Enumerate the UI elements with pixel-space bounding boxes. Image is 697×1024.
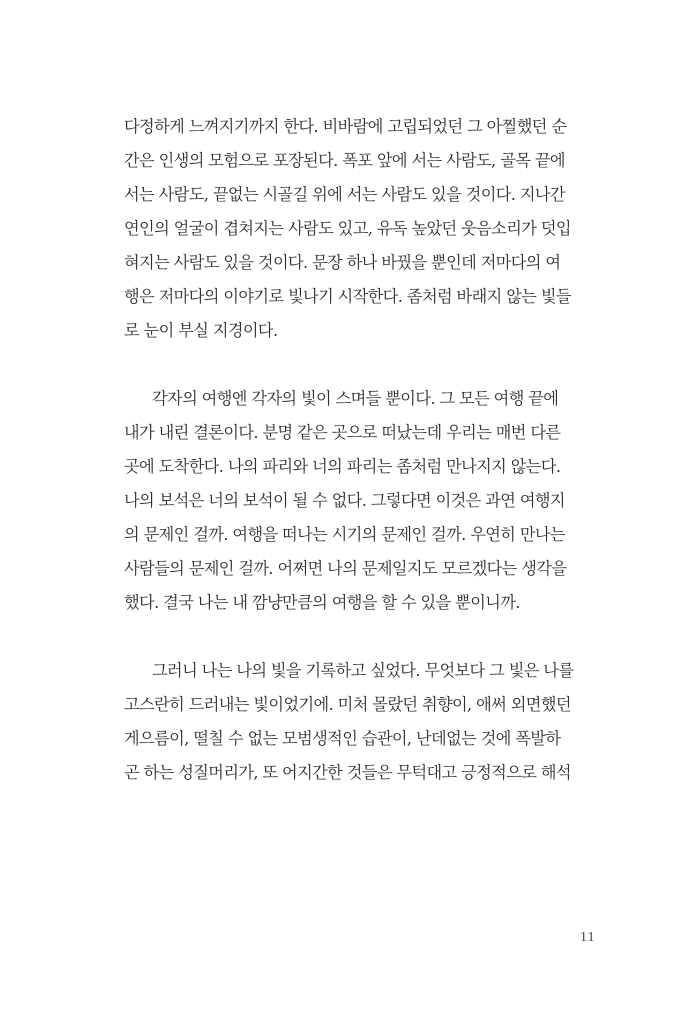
- text-line: 행은 저마다의 이야기로 빛나기 시작한다. 좀처럼 바래지 않는 빛들: [124, 287, 571, 306]
- paragraph-spacer: [124, 620, 600, 654]
- page-number: 11: [580, 930, 596, 945]
- text-line: 곳에 도착한다. 나의 파리와 너의 파리는 좀처럼 만나지지 않는다.: [124, 457, 561, 476]
- text-line: 연인의 얼굴이 겹쳐지는 사람도 있고, 유독 높았던 웃음소리가 덧입: [124, 219, 571, 238]
- text-line: 했다. 결국 나는 내 깜냥만큼의 여행을 할 수 있을 뿐이니까.: [124, 593, 520, 612]
- paragraph-2: [124, 382, 600, 620]
- text-line: 로 눈이 부실 지경이다.: [124, 321, 278, 340]
- text-line: 간은 인생의 모험으로 포장된다. 폭포 앞에 서는 사람도, 골목 끝에: [124, 151, 565, 170]
- text-line: 혀지는 사람도 있을 것이다. 문장 하나 바꿨을 뿐인데 저마다의 여: [124, 253, 561, 272]
- text-line: 게으름이, 떨칠 수 없는 모범생적인 습관이, 난데없는 것에 폭발하: [124, 729, 561, 748]
- paragraph-3: [124, 654, 600, 790]
- paragraph-spacer: [124, 348, 600, 382]
- text-line: 곤 하는 성질머리가, 또 어지간한 것들은 무턱대고 긍정적으로 해석: [124, 763, 571, 782]
- text-line: 서는 사람도, 끝없는 시골길 위에 서는 사람도 있을 것이다. 지나간: [124, 185, 565, 204]
- text-line: 의 문제인 걸까. 여행을 떠나는 시기의 문제인 걸까. 우연히 만나는: [124, 525, 565, 544]
- text-line: 다정하게 느껴지기까지 한다. 비바람에 고립되었던 그 아찔했던 순: [124, 117, 567, 136]
- text-line: 사람들의 문제인 걸까. 어쩌면 나의 문제일지도 모르겠다는 생각을: [124, 559, 567, 578]
- paragraph-1: [124, 110, 600, 348]
- text-line: 고스란히 드러내는 빛이었기에. 미처 몰랐던 취향이, 애써 외면했던: [124, 695, 571, 714]
- text-line-indented: 그러니 나는 나의 빛을 기록하고 싶었다. 무엇보다 그 빛은 나를: [152, 661, 574, 680]
- text-line: 나의 보석은 너의 보석이 될 수 없다. 그렇다면 이것은 과연 여행지: [124, 491, 565, 510]
- body-text: [124, 110, 600, 790]
- text-line-indented: 각자의 여행엔 각자의 빛이 스며들 뿐이다. 그 모든 여행 끝에: [152, 389, 559, 408]
- text-line: 내가 내린 결론이다. 분명 같은 곳으로 떠났는데 우리는 매번 다른: [124, 423, 561, 442]
